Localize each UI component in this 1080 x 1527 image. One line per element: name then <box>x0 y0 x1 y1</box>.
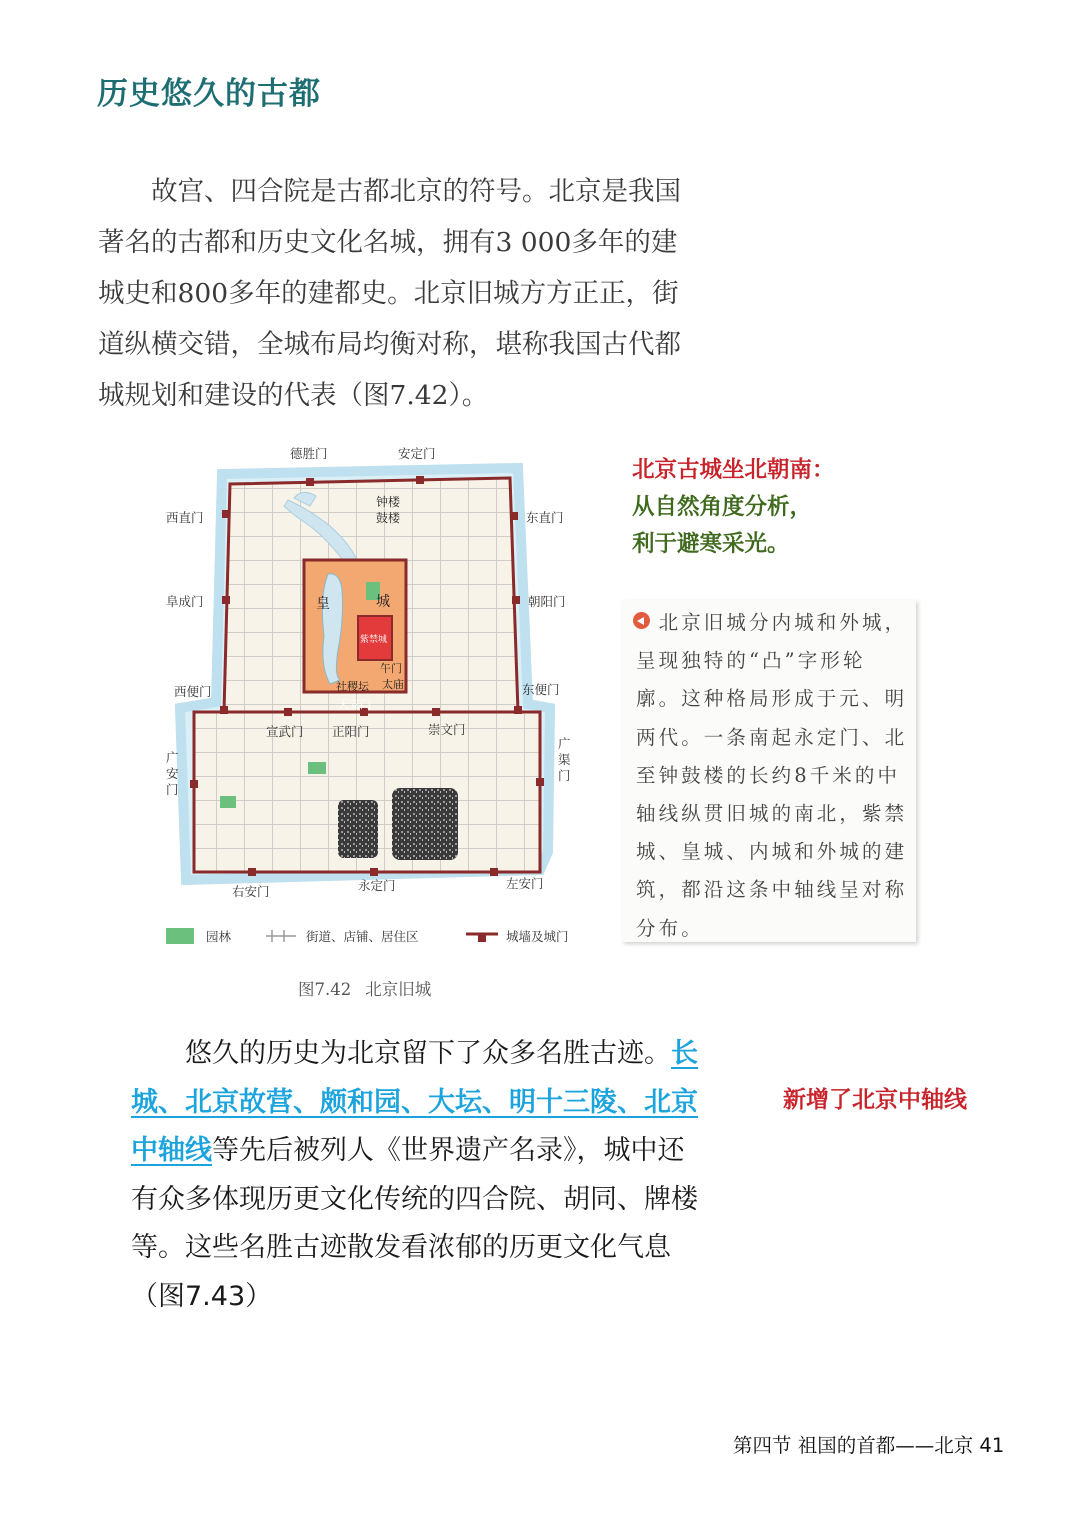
map-label: 天安门 <box>338 698 371 711</box>
sidebar-line: 廓。这种格局形成于元、明 <box>636 687 908 711</box>
figure-title: 北京旧城 <box>365 980 432 999</box>
gate-label: 宣武门 <box>266 724 304 739</box>
garden-patch <box>220 796 236 808</box>
map-label: 钟楼 <box>376 495 401 509</box>
legend-streets-label: 街道、店铺、居住区 <box>306 929 419 944</box>
body-line: 等。这些名胜古迹散发看浓郁的历更文化气息 <box>131 1232 671 1263</box>
intro-line: 城史和800多年的建都史。北京旧城方方正正，街 <box>98 278 679 309</box>
heritage-link[interactable]: 城、北京故营、颇和园、大坛、明十三陵、北京 <box>131 1086 698 1118</box>
gate-label-guanganmen-3: 门 <box>166 782 179 797</box>
figure-number: 图7.42 <box>298 980 352 999</box>
annotation-orientation <box>632 452 835 563</box>
gate-label: 永定门 <box>358 878 396 893</box>
footer-section: 第四节 祖国的首都——北京 <box>733 1434 974 1457</box>
page-number: 41 <box>979 1434 1005 1457</box>
gate-label: 崇文门 <box>428 722 466 737</box>
annotation-central-axis: 新增了北京中轴线 <box>783 1087 967 1113</box>
temple-of-agriculture <box>338 800 378 858</box>
legend-garden-label: 园林 <box>206 929 232 944</box>
sidebar-note-box <box>622 600 916 942</box>
annotation-line: 从自然角度分析， <box>632 494 813 520</box>
gate-label: 东直门 <box>526 510 564 525</box>
sidebar-line: 至钟鼓楼的长约8千米的中 <box>636 763 901 787</box>
beijing-old-city-map <box>160 440 590 960</box>
sidebar-line: 两代。一条南起永定门、北 <box>636 725 908 749</box>
map-label: 皇 <box>316 596 330 612</box>
gate-label: 正阳门 <box>332 724 370 739</box>
page-footer <box>733 1430 1004 1458</box>
intro-paragraph <box>98 166 730 421</box>
heritage-link[interactable]: 长 <box>671 1038 698 1069</box>
body-text: 悠久的历史为北京留下了众多名胜古迹。 <box>131 1038 671 1069</box>
intro-line: 著名的古都和历史文化名城，拥有3 000多年的建 <box>98 227 678 258</box>
intro-line: 故宫、四合院是古都北京的符号。北京是我国 <box>98 176 681 207</box>
intro-line: 道纵横交错，全城布局均衡对称，堪称我国古代都 <box>98 329 681 360</box>
intro-line: 城规划和建设的代表（图7.42）。 <box>98 380 489 411</box>
gate-label: 朝阳门 <box>528 594 566 609</box>
body-line <box>131 1079 751 1128</box>
figure-caption <box>298 976 445 1000</box>
body-line <box>131 1030 751 1079</box>
heritage-link[interactable]: 中轴线 <box>131 1135 212 1166</box>
gate-label: 西直门 <box>166 510 204 525</box>
gate-label: 东便门 <box>522 682 560 697</box>
sidebar-line: 轴线纵贯旧城的南北，紫禁 <box>636 802 908 826</box>
map-label: 午门 <box>380 662 402 675</box>
body-line: 有众多体现历更文化传统的四合院、胡同、牌楼 <box>131 1183 698 1215</box>
gate-label-guanganmen-2: 安 <box>166 766 179 781</box>
gate-label: 阜成门 <box>166 594 204 609</box>
legend-streets-swatch <box>266 930 296 942</box>
sidebar-line: 城、皇城、内城和外城的建 <box>636 840 908 864</box>
annotation-line: 利于避寒采光。 <box>632 531 790 557</box>
map-label: 太庙 <box>382 678 404 691</box>
section-title: 历史悠久的古都 <box>97 76 321 112</box>
legend-walls-label: 城墙及城门 <box>506 929 569 944</box>
annotation-line: 北京古城坐北朝南： <box>632 457 835 483</box>
gate-label-guangqumen-3: 门 <box>558 768 571 783</box>
gate-label: 西便门 <box>174 684 212 699</box>
body-line: （图7.43） <box>131 1280 273 1312</box>
garden-patch <box>308 762 326 774</box>
gate-label-guanganmen-1: 广 <box>166 750 179 765</box>
gate-label: 左安门 <box>506 876 544 891</box>
body-text: 等先后被列人《世界遗产名录》，城中还 <box>212 1135 685 1166</box>
map-label: 鼓楼 <box>376 511 401 525</box>
legend-garden-swatch <box>166 928 194 944</box>
sidebar-note-text <box>636 604 908 948</box>
map-label: 紫禁城 <box>360 635 388 645</box>
gate-label-guangqumen-2: 渠 <box>558 752 571 767</box>
sidebar-line: 分布。 <box>636 916 704 940</box>
legend-walls-swatch <box>466 934 498 942</box>
sidebar-line: 北京旧城分内城和外城， <box>636 611 908 634</box>
sidebar-line: 筑，都沿这条中轴线呈对称 <box>636 878 908 902</box>
heritage-paragraph <box>131 1030 751 1321</box>
map-label: 城 <box>376 594 390 610</box>
gate-label: 右安门 <box>232 884 270 899</box>
sidebar-line: 呈现独特的“凸”字形轮 <box>636 649 866 673</box>
temple-of-heaven <box>392 788 458 860</box>
gate-label: 德胜门 <box>290 446 328 461</box>
gate-label-guangqumen-1: 广 <box>558 736 571 751</box>
gate-label: 安定门 <box>398 446 436 461</box>
body-line <box>131 1127 751 1176</box>
map-label: 社稷坛 <box>336 680 369 693</box>
